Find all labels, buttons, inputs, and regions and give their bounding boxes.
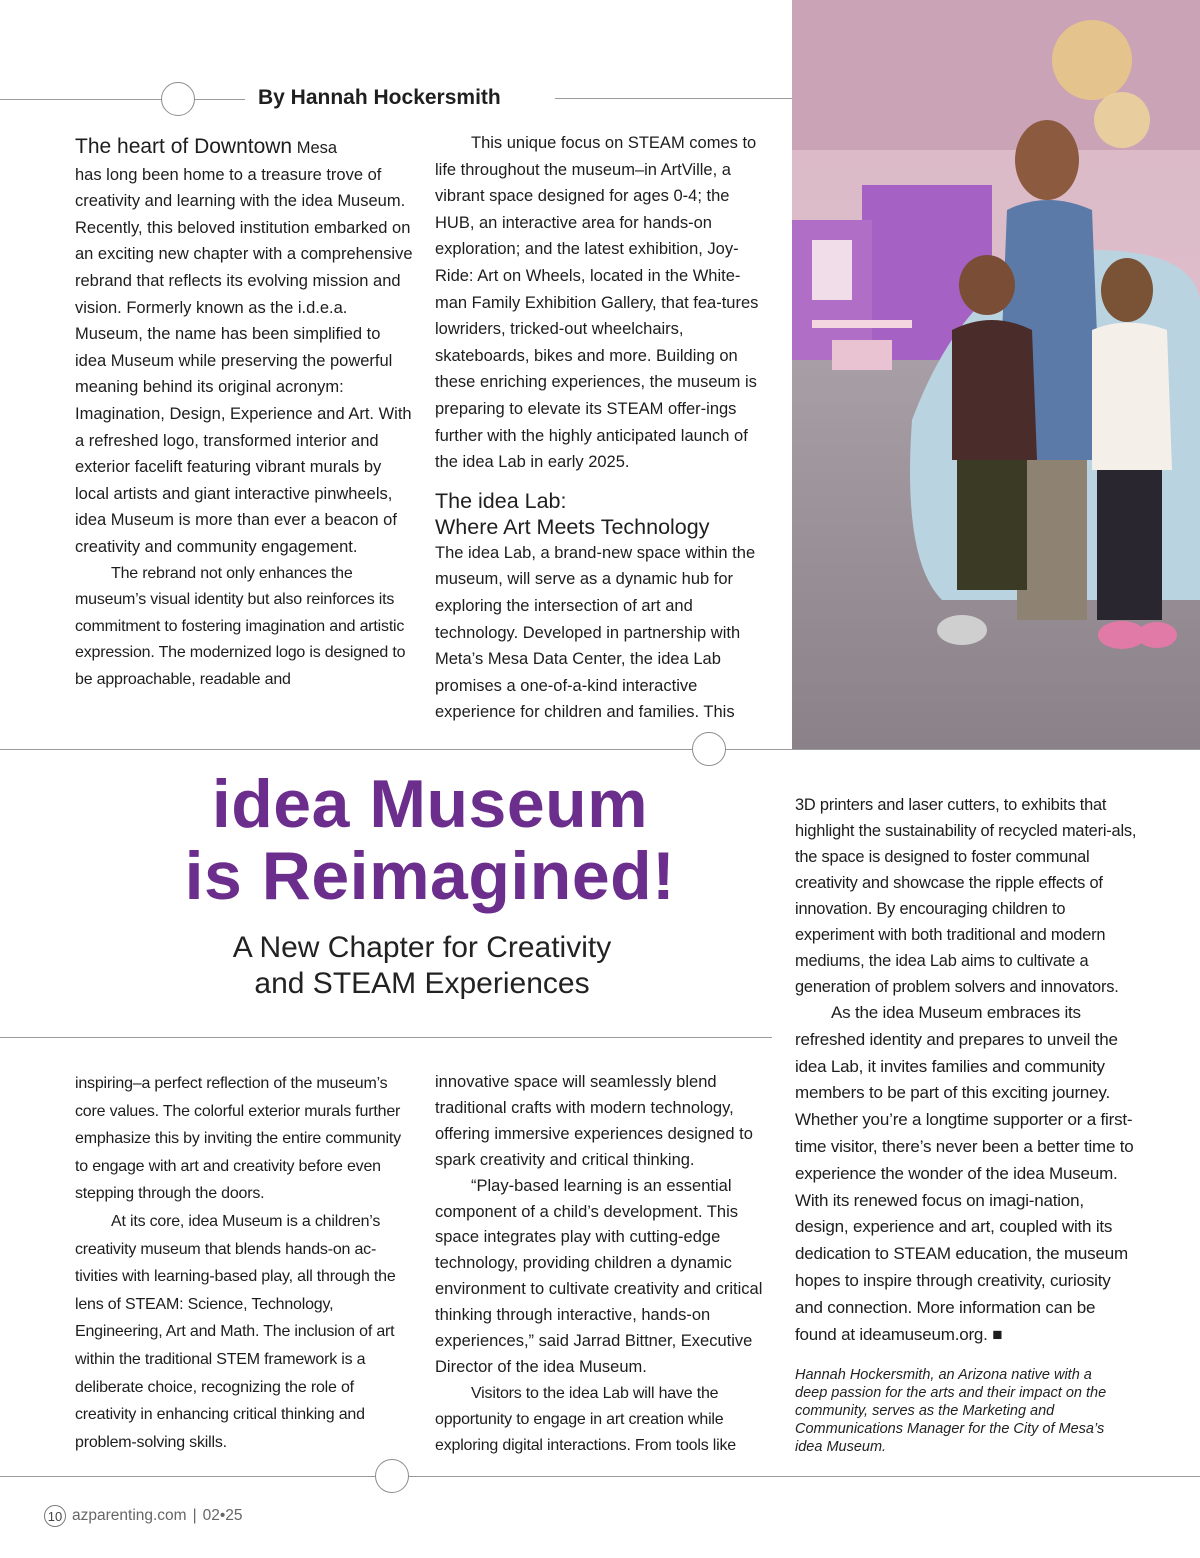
paragraph: This unique focus on STEAM comes to life throughout the museum–in ArtVille, a vibrant space designed for ages 0-4; the HUB, an interactive area for hands-on exploration; and the latest exhibition, Joy-Ride: Art on Wheels, located in the White-man Family Exhibition Gallery, that fea-tures lowriders, tricked-out wheelchairs, skateboards, bikes and more. Building on these enriching experiences, the museum is preparing to elevate its STEAM offer-ings further with the highly anticipated launch of the idea Lab in early 2025. — [435, 134, 759, 472]
section-subhead — [435, 488, 769, 540]
page-number: 10 — [44, 1505, 66, 1527]
top-rule-right — [555, 98, 792, 99]
paragraph: As the idea Museum embraces its refreshed identity and prepares to unveil the idea Lab, it invites families and community members to be part of this exciting journey. Whether you’re a longtime supporter or a first-time visitor, there’s never been a better time to experience the wonder of the idea Museum. With its renewed focus on imagi-nation, design, experience and art, coupled with its dedication to STEAM education, the museum hopes to inspire through creativity, curiosity and connection. More information can be found at ideamuseum.org. ■ — [795, 1003, 1134, 1344]
footer-separator: | — [192, 1507, 197, 1524]
article-column-3 — [795, 792, 1140, 1348]
family-photo — [792, 0, 1200, 749]
article-column-2-top — [435, 130, 769, 726]
headline-line-2: is Reimagined! — [184, 838, 676, 914]
middle-rule — [0, 749, 1200, 750]
lead-in: The heart of Downtown — [75, 135, 293, 158]
footer-site: azparenting.com — [72, 1507, 187, 1524]
circle-ornament-middle — [692, 732, 726, 766]
headline — [110, 766, 750, 914]
subheadline-line-1: A New Chapter for Creativity — [232, 931, 612, 964]
article-column-1-top — [75, 135, 415, 693]
photo-illustration — [792, 0, 1200, 749]
paragraph: Visitors to the idea Lab will have the opportunity to engage in art creation while exploring digital interactions. From tools like — [435, 1384, 736, 1454]
circle-ornament-top — [161, 82, 195, 116]
paragraph: At its core, idea Museum is a children’s creativity museum that blends hands-on ac-tivities with learning-based play, all through the lens of STEAM: Science, Technology, Engineering, Art and Math. The inclusion of art within the traditional STEM framework is a deliberate choice, recognizing the role of creativity in enhancing critical thinking and problem-solving skills. — [75, 1212, 396, 1451]
paragraph: 3D printers and laser cutters, to exhibits that highlight the sustainability of recycled materi-als, the space is designed to foster communal creativity and showcase the ripple effects of innovation. By encouraging children to experiment with both traditional and modern mediums, the idea Lab aims to cultivate a generation of problem solvers and innovators. — [795, 796, 1137, 996]
page-footer — [44, 1505, 243, 1527]
byline: By Hannah Hockersmith — [258, 86, 501, 109]
headline-line-1: idea Museum — [211, 766, 649, 842]
paragraph: The rebrand not only enhances the museum’s visual identity but also reinforces its commitment to fostering imagination and artistic expression. The modernized logo is designed to be approachable, readable and — [75, 564, 406, 688]
bottom-rule — [0, 1476, 1200, 1477]
author-bio: Hannah Hockersmith, an Arizona native with a deep passion for the arts and their impact on the community, serves as the Marketing and Communications Manager for the City of Mesa’s idea Museum. — [795, 1367, 1107, 1455]
article-column-2-bottom — [435, 1070, 771, 1459]
subheadline-line-2: and STEAM Experiences — [254, 967, 590, 1000]
lead-paragraph — [75, 135, 415, 561]
article-column-1-bottom — [75, 1070, 417, 1456]
subhead-line-1: The idea Lab: — [435, 488, 567, 513]
paragraph: The idea Lab, a brand-new space within the museum, will serve as a dynamic hub for exploring the intersection of art and technology. Developed in partnership with Meta’s Mesa Data Center, the idea Lab promises a one-of-a-kind interactive experience for children and families. This — [435, 543, 756, 722]
paragraph: innovative space will seamlessly blend traditional crafts with modern technology, offering immersive experiences designed to spark creativity and critical thinking. — [435, 1073, 753, 1169]
lead-in-small: Mesa — [292, 139, 338, 157]
top-rule-left — [0, 99, 245, 100]
title-bottom-rule — [0, 1037, 772, 1038]
paragraph-text: has long been home to a treasure trove of creativity and learning with the idea Museum. Recently, this beloved institution embarked on an exciting new chapter with a comprehensive rebrand that reflects its evolving mission and vision. Formerly known as the i.d.e.a. Museum, the name has been simplified to idea Museum while preserving the powerful meaning behind its original acronym: Imagination, Design, Experience and Art. With a refreshed logo, transformed interior and exterior facelift featuring vibrant murals by local artists and giant interactive pinwheels, idea Museum is more than ever a beacon of creativity and community engagement. — [75, 165, 413, 556]
footer-issue: 02•25 — [202, 1507, 243, 1524]
subheadline — [110, 930, 734, 1002]
paragraph: “Play-based learning is an essential component of a child’s development. This space integrates play with cutting-edge technology, providing children a dynamic environment to cultivate creativity and critical thinking through interactive, hands-on experiences,” said Jarrad Bittner, Executive Director of the idea Museum. — [435, 1176, 763, 1376]
subhead-line-2: Where Art Meets Technology — [435, 514, 710, 539]
paragraph: inspiring–a perfect reflection of the museum’s core values. The colorful exterior murals further emphasize this by inviting the entire community to engage with art and creativity before even stepping through the doors. — [75, 1075, 401, 1203]
circle-ornament-bottom — [375, 1459, 409, 1493]
